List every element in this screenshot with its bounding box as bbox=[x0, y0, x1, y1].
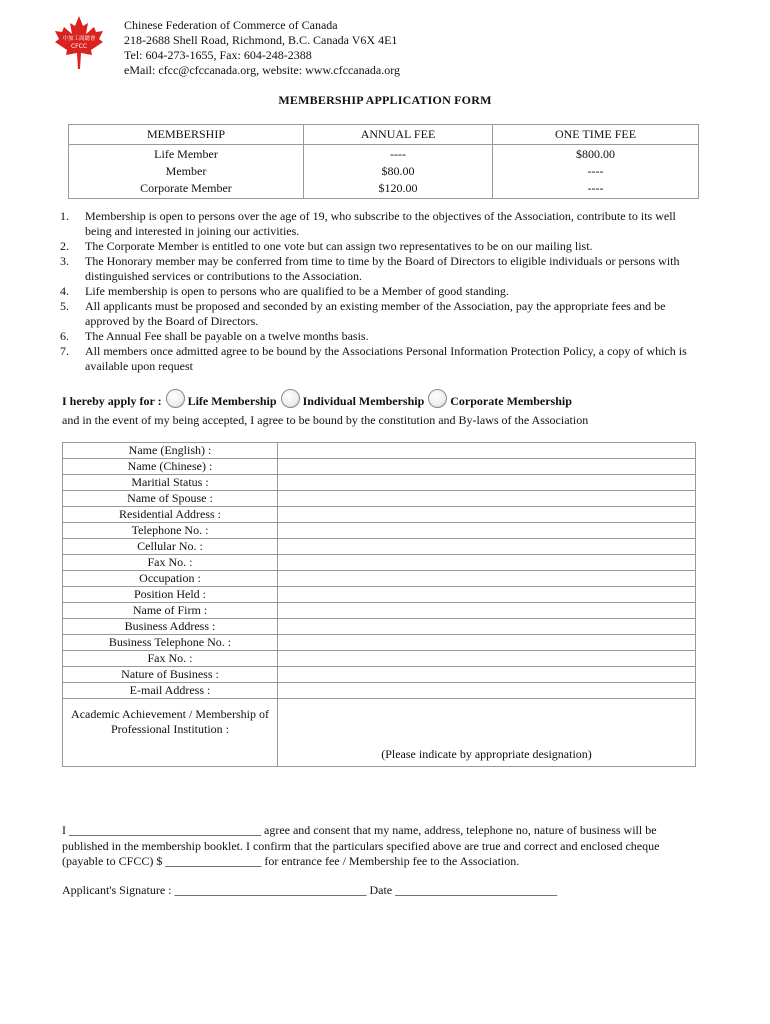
business-telephone-field[interactable] bbox=[278, 635, 696, 651]
form-row bbox=[63, 651, 696, 667]
fee-table-row bbox=[69, 145, 699, 199]
form-row bbox=[63, 683, 696, 699]
form-row bbox=[63, 555, 696, 571]
life-membership-radio[interactable] bbox=[166, 389, 185, 408]
applicant-form-table bbox=[62, 442, 696, 767]
field-label: Business Telephone No. : bbox=[63, 635, 278, 651]
individual-membership-label: Individual Membership bbox=[302, 394, 425, 408]
nature-of-business-field[interactable] bbox=[278, 667, 696, 683]
field-label: Name (English) : bbox=[63, 443, 278, 459]
email-address-field[interactable] bbox=[278, 683, 696, 699]
academic-field[interactable] bbox=[278, 699, 696, 767]
field-label: Fax No. : bbox=[63, 651, 278, 667]
field-label: Nature of Business : bbox=[63, 667, 278, 683]
rule-text: All applicants must be proposed and seconded by an existing member of the Association, pay the appropriate fees and be approved by the Board of Directors. bbox=[85, 299, 666, 328]
rule-number: 3. bbox=[60, 254, 69, 268]
apply-line bbox=[62, 389, 742, 409]
occupation-field[interactable] bbox=[278, 571, 696, 587]
fee-table bbox=[68, 124, 699, 199]
logo-text-top: 中加工商總會 bbox=[62, 36, 96, 42]
fax-field[interactable] bbox=[278, 555, 696, 571]
rule-text: The Corporate Member is entitled to one vote but can assign two representatives to be on our mailing list. bbox=[85, 239, 593, 253]
field-label: Cellular No. : bbox=[63, 539, 278, 555]
position-held-field[interactable] bbox=[278, 587, 696, 603]
rule-text: The Honorary member may be conferred from time to time by the Board of Directors to eligible individuals or persons with distinguished services or contributions to the Association. bbox=[85, 254, 680, 283]
individual-membership-radio[interactable] bbox=[281, 389, 300, 408]
form-row bbox=[63, 491, 696, 507]
rule-item bbox=[58, 299, 698, 329]
fee-header-annual: ANNUAL FEE bbox=[304, 125, 493, 145]
field-label: Telephone No. : bbox=[63, 523, 278, 539]
rule-item bbox=[58, 254, 698, 284]
apply-lead: I hereby apply for : bbox=[62, 394, 162, 408]
rule-number: 1. bbox=[60, 209, 69, 223]
consent-text: and in the event of my being accepted, I agree to be bound by the constitution and By-laws of the Association bbox=[62, 413, 589, 427]
form-row bbox=[63, 443, 696, 459]
rule-number: 6. bbox=[60, 329, 69, 343]
form-row bbox=[63, 475, 696, 491]
rule-text: The Annual Fee shall be payable on a twelve months basis. bbox=[85, 329, 369, 343]
rule-item bbox=[58, 329, 698, 344]
field-label: Name (Chinese) : bbox=[63, 459, 278, 475]
name-chinese-field[interactable] bbox=[278, 459, 696, 475]
residential-address-field[interactable] bbox=[278, 507, 696, 523]
academic-label: Academic Achievement / Membership of Professional Institution : bbox=[63, 699, 278, 767]
business-address-field[interactable] bbox=[278, 619, 696, 635]
signature-line: Applicant's Signature : ________________________________ Date ___________________________ bbox=[62, 883, 558, 897]
rule-text: Membership is open to persons over the age of 19, who subscribe to the objectives of the Association, contribute to its well being and interested in joining our activities. bbox=[85, 209, 676, 238]
rule-number: 7. bbox=[60, 344, 69, 358]
field-label: Residential Address : bbox=[63, 507, 278, 523]
life-membership-label: Life Membership bbox=[187, 394, 277, 408]
fee-header-membership: MEMBERSHIP bbox=[69, 125, 304, 145]
form-row bbox=[63, 667, 696, 683]
field-label: Position Held : bbox=[63, 587, 278, 603]
fee-cell-types: Life Member Member Corporate Member bbox=[69, 145, 304, 199]
form-row bbox=[63, 619, 696, 635]
rule-item bbox=[58, 344, 698, 374]
cellular-field[interactable] bbox=[278, 539, 696, 555]
org-address: 218-2688 Shell Road, Richmond, B.C. Canada V6X 4E1 bbox=[124, 33, 398, 47]
form-row bbox=[63, 523, 696, 539]
fee-cell-annual: ---- $80.00 $120.00 bbox=[304, 145, 493, 199]
letterhead bbox=[124, 18, 400, 78]
name-english-field[interactable] bbox=[278, 443, 696, 459]
field-label: Business Address : bbox=[63, 619, 278, 635]
org-email: eMail: cfcc@cfccanada.org, website: www.cfccanada.org bbox=[124, 63, 401, 77]
spouse-name-field[interactable] bbox=[278, 491, 696, 507]
declaration bbox=[62, 823, 702, 870]
org-name: Chinese Federation of Commerce of Canada bbox=[124, 18, 338, 32]
rule-item bbox=[58, 209, 698, 239]
rule-number: 2. bbox=[60, 239, 69, 253]
fee-table-header bbox=[69, 125, 699, 145]
field-label: Occupation : bbox=[63, 571, 278, 587]
field-label: Maritial Status : bbox=[63, 475, 278, 491]
rule-number: 5. bbox=[60, 299, 69, 313]
corporate-membership-radio[interactable] bbox=[428, 389, 447, 408]
form-row bbox=[63, 635, 696, 651]
form-row bbox=[63, 699, 696, 767]
form-row bbox=[63, 507, 696, 523]
maple-leaf-logo bbox=[53, 14, 105, 70]
form-row bbox=[63, 571, 696, 587]
rule-number: 4. bbox=[60, 284, 69, 298]
telephone-field[interactable] bbox=[278, 523, 696, 539]
firm-name-field[interactable] bbox=[278, 603, 696, 619]
declaration-line: (payable to CFCC) $ ________________ for entrance fee / Membership fee to the Association. bbox=[62, 854, 520, 868]
form-title: MEMBERSHIP APPLICATION FORM bbox=[278, 93, 492, 107]
business-fax-field[interactable] bbox=[278, 651, 696, 667]
declaration-line: published in the membership booklet. I confirm that the particulars specified above are true and correct and enclosed cheque bbox=[62, 838, 660, 853]
rule-item bbox=[58, 239, 698, 254]
marital-status-field[interactable] bbox=[278, 475, 696, 491]
rule-text: Life membership is open to persons who are qualified to be a Member of good standing. bbox=[85, 284, 509, 298]
form-row bbox=[63, 587, 696, 603]
rule-item bbox=[58, 284, 698, 299]
field-label: Fax No. : bbox=[63, 555, 278, 571]
corporate-membership-label: Corporate Membership bbox=[450, 394, 572, 408]
field-label: E-mail Address : bbox=[63, 683, 278, 699]
fee-cell-onetime: $800.00 ---- ---- bbox=[493, 145, 699, 199]
rules-list bbox=[58, 209, 698, 374]
form-row bbox=[63, 459, 696, 475]
rule-text: All members once admitted agree to be bound by the Associations Personal Information Protection Policy, a copy of which is available upon request bbox=[85, 344, 687, 373]
field-label: Name of Spouse : bbox=[63, 491, 278, 507]
form-row bbox=[63, 603, 696, 619]
form-row bbox=[63, 539, 696, 555]
field-label: Name of Firm : bbox=[63, 603, 278, 619]
org-phone: Tel: 604-273-1655, Fax: 604-248-2388 bbox=[124, 48, 312, 62]
academic-note: (Please indicate by appropriate designation) bbox=[381, 747, 592, 761]
declaration-line: I ________________________________ agree and consent that my name, address, telephone no, nature of business will be bbox=[62, 823, 657, 837]
logo-text-bottom: CFCC bbox=[70, 43, 88, 50]
fee-header-onetime: ONE TIME FEE bbox=[493, 125, 699, 145]
